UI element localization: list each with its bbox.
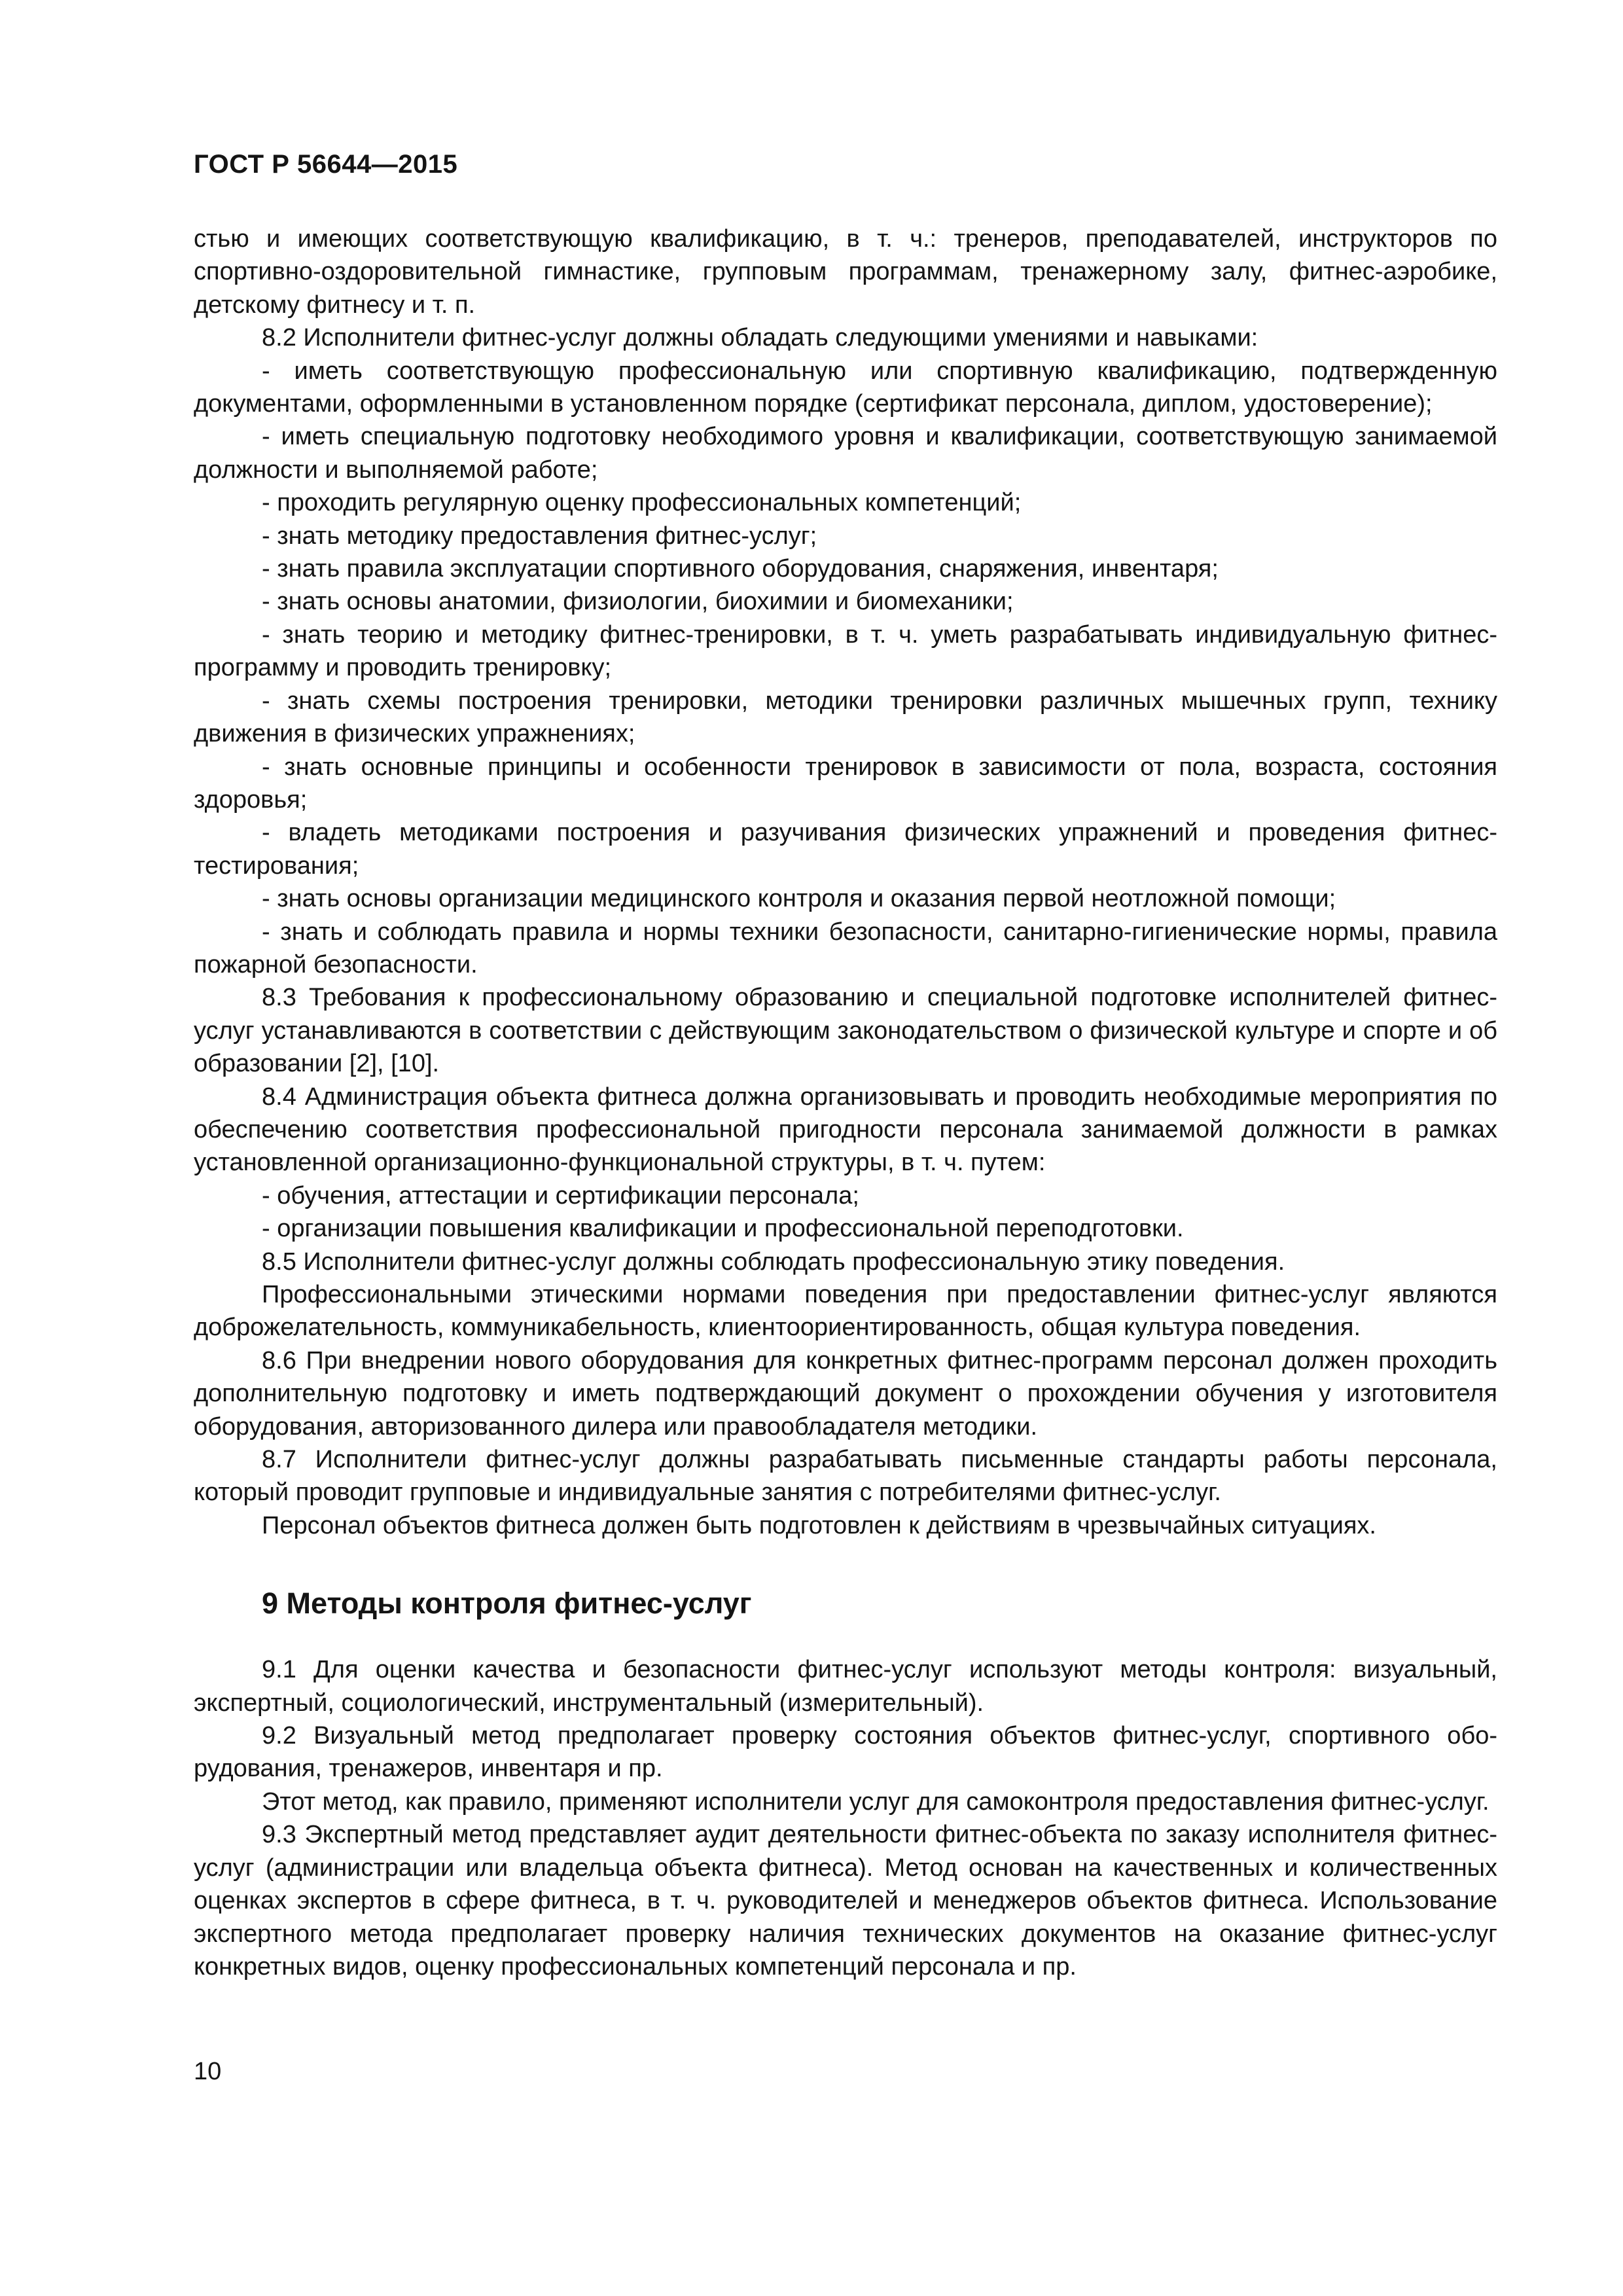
paragraph: - знать методику предоставления фитнес-услуг;	[262, 522, 817, 550]
paragraph: 8.5 Исполнители фитнес-услуг должны соблюдать профессиональную этику поведения.	[262, 1247, 1285, 1276]
paragraph: 8.3 Требования к профессиональному образованию и специальной подготовке исполнителей фитнес-услуг устанавливаются в соответствии с действующим законодательством о физической культуре и спорте и об образовании [2], [10].	[194, 984, 1497, 1078]
paragraph: - знать правила эксплуатации спортивного оборудования, снаряжения, инвентаря;	[262, 555, 1219, 583]
paragraph: 9.2 Визуальный метод предполагает проверку состояния объектов фитнес-услуг, спортивного оборудования, тренажеров, инвентаря и пр.	[194, 1722, 1497, 1783]
paragraph: 8.2 Исполнители фитнес-услуг должны обладать следующими умениями и навыками:	[262, 324, 1258, 352]
paragraph: Персонал объектов фитнеса должен быть подготовлен к действиям в чрезвычайных ситуациях.	[262, 1511, 1376, 1539]
page-number: 10	[194, 2058, 222, 2085]
section-8-text	[194, 223, 1497, 1542]
paragraph: - иметь соответствующую профессиональную или спортивную квалификацию, подтвержденную документами, оформленными в установленном порядке (сертификат персонала, диплом, удостоверение);	[194, 357, 1497, 418]
paragraph: 8.4 Администрация объекта фитнеса должна организовывать и проводить необходимые мероприятия по обеспечению соответствия профессиональной пригодности персонала занимаемой должности в рамках установленной организационно-функциональной структуры, в т. ч. путем:	[194, 1083, 1497, 1177]
document-body	[194, 223, 1497, 1983]
paragraph: 8.6 При внедрении нового оборудования для конкретных фитнес-программ персонал должен проходить дополнительную подготовку и иметь подтверждающий документ о прохождении обучения у изготовителя оборудования, авторизованного дилера или правообладателя методики.	[194, 1346, 1497, 1441]
paragraph: 9.3 Экспертный метод представляет аудит деятельности фитнес-объекта по заказу исполнителя фитнес-услуг (администрации или владельца объекта фитнеса). Метод основан на качественных и количественных оценках экспертов в сфере фитнеса, в т. ч. руководителей и менеджеров объектов фитнеса. Использование экспертного метода предполагает проверку наличия технических документов на оказание фитнес-услуг конкретных видов, оценку профессиональных компетенций персонала и пр.	[194, 1821, 1497, 1981]
section-9-text	[194, 1653, 1497, 1983]
paragraph: 9.1 Для оценки качества и безопасности фитнес-услуг используют методы контроля: визуальный, экспертный, социологический, инструментальный (измерительный).	[194, 1656, 1497, 1717]
paragraph: Профессиональными этическими нормами поведения при предоставлении фитнес-услуг являются доброжелательность, коммуникабельность, клиентоориентированность, общая культура поведения.	[194, 1281, 1497, 1342]
paragraph: стью и имеющих соответствующую квалификацию, в т. ч.: тренеров, преподавателей, инструкторов по спортивно-оздоровительной гимнастике, групповым программам, тренажерному залу, фитнес-аэробике, детскому фитнесу и т. п.	[194, 225, 1497, 319]
paragraph: - знать основные принципы и особенности тренировок в зависимости от пола, возраста, состояния здоровья;	[194, 753, 1497, 814]
section-9-heading: 9 Методы контроля фитнес-услуг	[262, 1587, 752, 1621]
paragraph: - знать основы организации медицинского контроля и оказания первой неотложной помощи;	[262, 885, 1336, 913]
paragraph: - владеть методиками построения и разучивания физических упражнений и проведения фитнестестирования;	[194, 819, 1497, 880]
document-header: ГОСТ Р 56644—2015	[194, 150, 458, 179]
paragraph: - иметь специальную подготовку необходимого уровня и квалификации, соответствующую занимаемой должности и выполняемой работе;	[194, 423, 1497, 484]
paragraph: - проходить регулярную оценку профессиональных компетенций;	[262, 489, 1022, 517]
paragraph: - знать схемы построения тренировки, методики тренировки различных мышечных групп, технику движения в физических упражнениях;	[194, 687, 1497, 748]
paragraph: - знать и соблюдать правила и нормы техники безопасности, санитарно-гигиенические нормы, правила пожарной безопасности.	[194, 918, 1497, 978]
paragraph: - обучения, аттестации и сертификации персонала;	[262, 1181, 859, 1210]
paragraph: Этот метод, как правило, применяют исполнители услуг для самоконтроля предоставления фитнес-услуг.	[262, 1787, 1489, 1816]
paragraph: 8.7 Исполнители фитнес-услуг должны разрабатывать письменные стандарты работы персонала, который проводит групповые и индивидуальные занятия с потребителями фитнес-услуг.	[194, 1446, 1497, 1507]
paragraph: - организации повышения квалификации и профессиональной переподготовки.	[262, 1215, 1184, 1243]
paragraph: - знать теорию и методику фитнес-тренировки, в т. ч. уметь разрабатывать индивидуальную фитнес-программу и проводить тренировку;	[194, 620, 1497, 682]
paragraph: - знать основы анатомии, физиологии, биохимии и биомеханики;	[262, 588, 1014, 616]
